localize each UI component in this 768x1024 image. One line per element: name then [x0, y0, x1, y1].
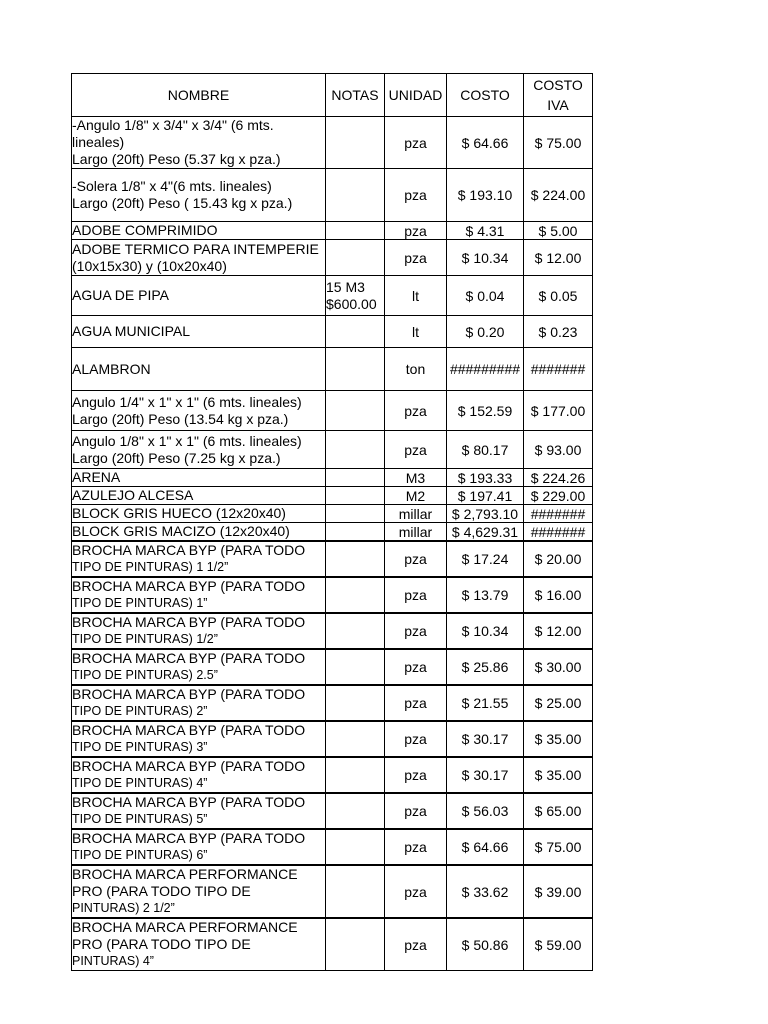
table-row	[72, 222, 593, 240]
cell-costo-iva: #######	[524, 523, 593, 542]
cell-unidad: pza	[385, 391, 447, 431]
nombre-line: TIPO DE PINTURAS) 5”	[72, 812, 208, 826]
table-row	[72, 865, 593, 918]
cell-costo: $ 0.04	[447, 276, 524, 316]
cell-costo: $ 17.24	[447, 541, 524, 577]
nombre-line: BLOCK GRIS MACIZO (12x20x40)	[72, 523, 290, 539]
cell-costo-iva: $ 229.00	[524, 487, 593, 505]
cell-costo-iva: $ 75.00	[524, 829, 593, 865]
cell-costo-iva: $ 93.00	[524, 431, 593, 469]
cell-nombre	[72, 865, 326, 918]
nombre-line: BROCHA MARCA BYP (PARA TODO	[72, 830, 306, 846]
cell-costo: $ 2,793.10	[447, 505, 524, 523]
cell-notas	[326, 240, 385, 276]
cell-notas	[326, 117, 385, 169]
cell-costo-iva: $ 25.00	[524, 685, 593, 721]
nombre-line: TIPO DE PINTURAS) 1 1/2”	[72, 560, 229, 574]
cell-unidad: pza	[385, 431, 447, 469]
cell-unidad: pza	[385, 685, 447, 721]
nombre-line: (10x15x30) y (10x20x40)	[72, 257, 227, 274]
table-row	[72, 276, 593, 316]
cell-notas	[326, 348, 385, 391]
cell-nombre	[72, 431, 326, 469]
table-row	[72, 348, 593, 391]
cell-costo-iva: $ 0.23	[524, 316, 593, 348]
cell-nombre	[72, 541, 326, 577]
cell-nombre	[72, 918, 326, 971]
cell-costo: $ 10.34	[447, 240, 524, 276]
cell-notas	[326, 865, 385, 918]
cell-costo: $ 33.62	[447, 865, 524, 918]
table-row	[72, 169, 593, 222]
cell-nombre	[72, 240, 326, 276]
nombre-line: Largo (20ft) Peso ( 15.43 kg x pza.)	[72, 195, 293, 211]
nombre-line: TIPO DE PINTURAS) 6”	[72, 848, 208, 862]
cell-costo: $ 64.66	[447, 117, 524, 169]
table-row	[72, 487, 593, 505]
cell-nombre	[72, 169, 326, 222]
cell-costo-iva: $ 30.00	[524, 649, 593, 685]
nombre-line: BROCHA MARCA BYP (PARA TODO	[72, 542, 306, 558]
cell-costo-iva: $ 12.00	[524, 240, 593, 276]
table-row	[72, 316, 593, 348]
cell-unidad: pza	[385, 240, 447, 276]
cell-nombre	[72, 117, 326, 169]
nombre-line: BROCHA MARCA BYP (PARA TODO	[72, 794, 306, 810]
cell-nombre	[72, 613, 326, 649]
price-table	[71, 73, 593, 971]
cell-nombre	[72, 222, 326, 240]
nombre-line: TIPO DE PINTURAS) 1”	[72, 596, 208, 610]
table-row	[72, 793, 593, 829]
cell-costo: $ 0.20	[447, 316, 524, 348]
cell-costo: $ 64.66	[447, 829, 524, 865]
nombre-line: BROCHA MARCA BYP (PARA TODO	[72, 686, 306, 702]
cell-costo: $ 56.03	[447, 793, 524, 829]
cell-notas	[326, 541, 385, 577]
cell-unidad: pza	[385, 541, 447, 577]
cell-nombre	[72, 649, 326, 685]
cell-notas	[326, 487, 385, 505]
cell-nombre	[72, 348, 326, 391]
cell-costo-iva: $ 35.00	[524, 721, 593, 757]
cell-notas	[326, 757, 385, 793]
cell-costo: #########	[447, 348, 524, 391]
cell-notas	[326, 649, 385, 685]
nombre-line: AGUA MUNICIPAL	[72, 323, 190, 339]
header-costo-iva-line1: COSTO	[533, 77, 583, 93]
table-row	[72, 541, 593, 577]
cell-unidad: millar	[385, 505, 447, 523]
cell-nombre	[72, 577, 326, 613]
table-row	[72, 431, 593, 469]
table-row	[72, 721, 593, 757]
cell-notas	[326, 829, 385, 865]
cell-unidad: M2	[385, 487, 447, 505]
cell-notas	[326, 469, 385, 487]
cell-unidad: pza	[385, 721, 447, 757]
cell-notas	[326, 505, 385, 523]
nombre-line: BROCHA MARCA BYP (PARA TODO	[72, 578, 306, 594]
cell-nombre	[72, 469, 326, 487]
cell-costo: $ 4,629.31	[447, 523, 524, 542]
cell-unidad: pza	[385, 793, 447, 829]
notas-line: 15 M3	[326, 278, 365, 295]
table-row	[72, 757, 593, 793]
cell-costo: $ 193.33	[447, 469, 524, 487]
cell-unidad: pza	[385, 613, 447, 649]
cell-unidad: pza	[385, 169, 447, 222]
cell-unidad: pza	[385, 918, 447, 971]
header-nombre: NOMBRE	[72, 74, 326, 117]
cell-costo-iva: $ 65.00	[524, 793, 593, 829]
cell-costo-iva: $ 5.00	[524, 222, 593, 240]
cell-notas	[326, 613, 385, 649]
nombre-line: Angulo 1/8" x 1" x 1" (6 mts. lineales)	[72, 432, 302, 449]
table-row	[72, 577, 593, 613]
table-row	[72, 505, 593, 523]
cell-nombre	[72, 487, 326, 505]
cell-nombre	[72, 829, 326, 865]
nombre-line: BROCHA MARCA BYP (PARA TODO	[72, 758, 306, 774]
header-costo-iva-line2: IVA	[547, 97, 569, 113]
nombre-line: BROCHA MARCA BYP (PARA TODO	[72, 650, 306, 666]
cell-costo: $ 13.79	[447, 577, 524, 613]
cell-notas	[326, 721, 385, 757]
cell-unidad: ton	[385, 348, 447, 391]
cell-unidad: millar	[385, 523, 447, 542]
cell-costo: $ 152.59	[447, 391, 524, 431]
cell-notas	[326, 793, 385, 829]
cell-unidad: pza	[385, 757, 447, 793]
cell-costo-iva: $ 16.00	[524, 577, 593, 613]
header-notas: NOTAS	[326, 74, 385, 117]
cell-notas	[326, 685, 385, 721]
header-costo-iva	[524, 74, 593, 117]
cell-costo-iva: $ 224.00	[524, 169, 593, 222]
nombre-line: PRO (PARA TODO TIPO DE	[72, 883, 251, 899]
nombre-line: BROCHA MARCA PERFORMANCE	[72, 866, 298, 882]
table-row	[72, 649, 593, 685]
table-row	[72, 685, 593, 721]
cell-unidad: pza	[385, 577, 447, 613]
header-unidad: UNIDAD	[385, 74, 447, 117]
cell-costo-iva: #######	[524, 348, 593, 391]
nombre-line: ADOBE TERMICO PARA INTEMPERIE	[72, 240, 319, 257]
cell-unidad: lt	[385, 276, 447, 316]
cell-notas	[326, 577, 385, 613]
cell-costo-iva: $ 224.26	[524, 469, 593, 487]
table-row	[72, 117, 593, 169]
cell-unidad: M3	[385, 469, 447, 487]
header-row	[72, 74, 593, 117]
cell-notas	[326, 222, 385, 240]
cell-unidad: pza	[385, 117, 447, 169]
cell-costo: $ 21.55	[447, 685, 524, 721]
cell-costo-iva: $ 0.05	[524, 276, 593, 316]
cell-notas	[326, 918, 385, 971]
cell-nombre	[72, 391, 326, 431]
cell-costo: $ 10.34	[447, 613, 524, 649]
table-row	[72, 918, 593, 971]
cell-unidad: pza	[385, 865, 447, 918]
cell-notas	[326, 391, 385, 431]
table-row	[72, 240, 593, 276]
cell-notas	[326, 169, 385, 222]
cell-costo: $ 80.17	[447, 431, 524, 469]
nombre-line: Largo (20ft) Peso (7.25 kg x pza.)	[72, 449, 281, 466]
cell-costo-iva: #######	[524, 505, 593, 523]
cell-unidad: lt	[385, 316, 447, 348]
table-row	[72, 829, 593, 865]
nombre-line: ALAMBRON	[72, 360, 151, 377]
nombre-line: BROCHA MARCA PERFORMANCE	[72, 919, 298, 935]
cell-costo: $ 193.10	[447, 169, 524, 222]
cell-unidad: pza	[385, 829, 447, 865]
cell-notas	[326, 276, 385, 316]
nombre-line: ADOBE COMPRIMIDO	[72, 222, 218, 238]
cell-costo-iva: $ 35.00	[524, 757, 593, 793]
cell-nombre	[72, 757, 326, 793]
cell-unidad: pza	[385, 649, 447, 685]
nombre-line: -Angulo 1/8" x 3/4" x 3/4" (6 mts.	[72, 117, 274, 133]
table-body	[72, 117, 593, 971]
table-row	[72, 523, 593, 542]
cell-nombre	[72, 505, 326, 523]
table-row	[72, 391, 593, 431]
nombre-line: PRO (PARA TODO TIPO DE	[72, 936, 251, 952]
cell-costo-iva: $ 20.00	[524, 541, 593, 577]
cell-nombre	[72, 685, 326, 721]
nombre-line: BROCHA MARCA BYP (PARA TODO	[72, 614, 306, 630]
cell-nombre	[72, 793, 326, 829]
cell-notas	[326, 316, 385, 348]
cell-nombre	[72, 276, 326, 316]
cell-notas	[326, 523, 385, 542]
nombre-line: AGUA DE PIPA	[72, 287, 169, 303]
nombre-line: Angulo 1/4" x 1" x 1" (6 mts. lineales)	[72, 393, 302, 410]
nombre-line: TIPO DE PINTURAS) 3”	[72, 740, 208, 754]
nombre-line: PINTURAS) 2 1/2”	[72, 901, 175, 915]
cell-notas	[326, 431, 385, 469]
nombre-line: PINTURAS) 4”	[72, 954, 154, 968]
cell-costo-iva: $ 12.00	[524, 613, 593, 649]
nombre-line: TIPO DE PINTURAS) 2”	[72, 704, 208, 718]
nombre-line: -Solera 1/8" x 4"(6 mts. lineales)	[72, 178, 272, 194]
cell-costo: $ 50.86	[447, 918, 524, 971]
table-row	[72, 613, 593, 649]
nombre-line: TIPO DE PINTURAS) 1/2”	[72, 632, 218, 646]
nombre-line: lineales)	[72, 134, 125, 150]
nombre-line: BLOCK GRIS HUECO (12x20x40)	[72, 505, 286, 521]
header-costo: COSTO	[447, 74, 524, 117]
nombre-line: TIPO DE PINTURAS) 4”	[72, 776, 208, 790]
nombre-line: Largo (20ft) Peso (5.37 kg x pza.)	[72, 151, 281, 167]
cell-nombre	[72, 316, 326, 348]
nombre-line: TIPO DE PINTURAS) 2.5”	[72, 668, 218, 682]
nombre-line: ARENA	[72, 469, 121, 485]
cell-unidad: pza	[385, 222, 447, 240]
cell-costo: $ 197.41	[447, 487, 524, 505]
nombre-line: Largo (20ft) Peso (13.54 kg x pza.)	[72, 410, 289, 427]
cell-nombre	[72, 523, 326, 542]
cell-costo: $ 4.31	[447, 222, 524, 240]
cell-costo-iva: $ 39.00	[524, 865, 593, 918]
table-row	[72, 469, 593, 487]
cell-costo-iva: $ 75.00	[524, 117, 593, 169]
cell-costo: $ 30.17	[447, 721, 524, 757]
cell-costo: $ 25.86	[447, 649, 524, 685]
cell-costo: $ 30.17	[447, 757, 524, 793]
notas-line: $600.00	[326, 295, 377, 312]
cell-nombre	[72, 721, 326, 757]
nombre-line: BROCHA MARCA BYP (PARA TODO	[72, 722, 306, 738]
nombre-line: AZULEJO ALCESA	[72, 487, 194, 503]
cell-costo-iva: $ 59.00	[524, 918, 593, 971]
cell-costo-iva: $ 177.00	[524, 391, 593, 431]
